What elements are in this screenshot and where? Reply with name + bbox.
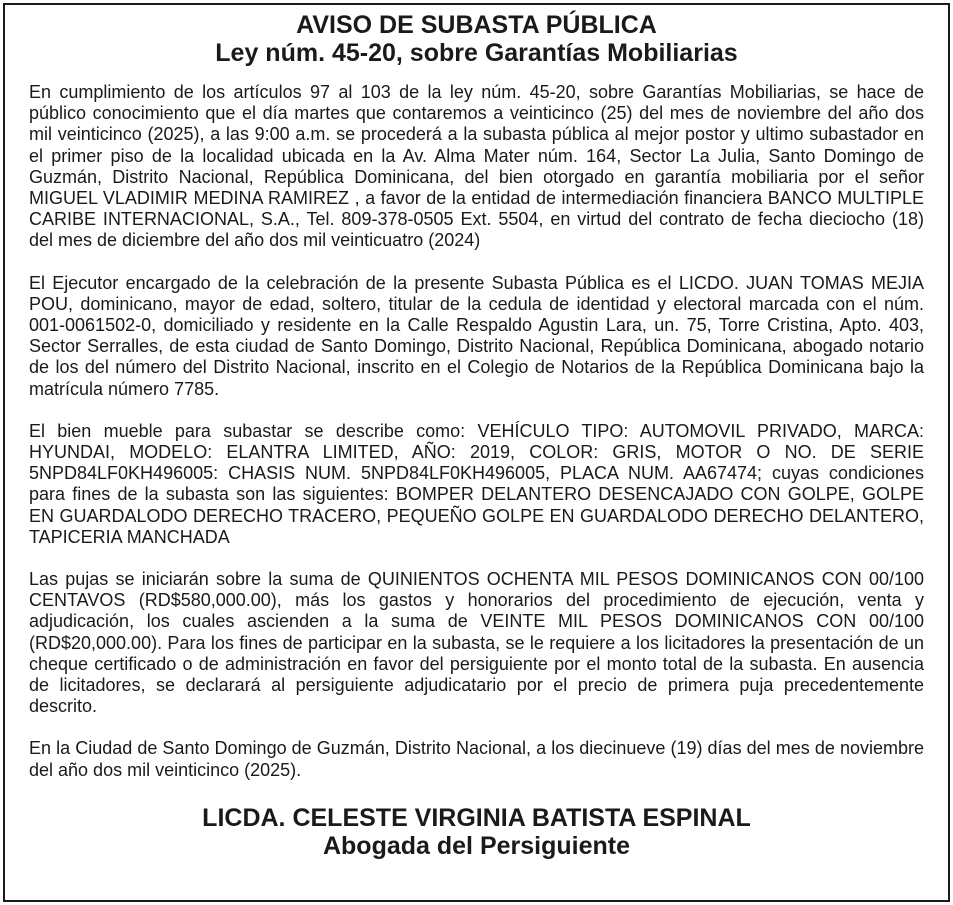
notice-subtitle: Ley núm. 45-20, sobre Garantías Mobiliarias (215, 39, 738, 67)
auction-notice (3, 3, 950, 902)
paragraph-vehicle-description: El bien mueble para subastar se describe como: VEHÍCULO TIPO: AUTOMOVIL PRIVADO, MARCA: HYUNDAI, MODELO: ELANTRA LIMITED, AÑO: 2019, COLOR: GRIS, MOTOR O NO. DE SERIE 5NPD84LF0KH496005: CHASIS NUM. 5NPD84LF0KH496005, PLACA NUM. AA67474; cuyas condiciones para fines de la subasta son las siguientes: BOMPER DELANTERO DESENCAJADO CON GOLPE, GOLPE EN GUARDALODO DERECHO TRACERO, PEQUEÑO GOLPE EN GUARDALODO DERECHO DELANTERO, TAPICERIA MANCHADA (29, 420, 924, 547)
notice-title: AVISO DE SUBASTA PÚBLICA (296, 11, 657, 39)
paragraph-place-date: En la Ciudad de Santo Domingo de Guzmán, Distrito Nacional, a los diecinueve (19) días del mes de noviembre del año dos mil veinticinco (2025). (29, 738, 924, 780)
signature-role: Abogada del Persiguiente (322, 831, 630, 860)
signature-name: LICDA. CELESTE VIRGINIA BATISTA ESPINAL (202, 803, 751, 832)
paragraph-announcement: En cumplimiento de los artículos 97 al 103 de la ley núm. 45-20, sobre Garantías Mobiliarias, se hace de público conocimiento que el día martes que contaremos a veinticinco (25) del mes de noviembre del año dos mil veinticinco (2025), a las 9:00 a.m. se procederá a la subasta pública al mejor postor y ultimo subastador en el primer piso de la localidad ubicada en la Av. Alma Mater núm. 164, Sector La Julia, Santo Domingo de Guzmán, Distrito Nacional, República Dominicana, del bien otorgado en garantía mobiliaria por el señor MIGUEL VLADIMIR MEDINA RAMIREZ , a favor de la entidad de intermediación financiera BANCO MULTIPLE CARIBE INTERNACIONAL, S.A., Tel. 809-378-0505 Ext. 5504, en virtud del contrato de fecha dieciocho (18) del mes de diciembre del año dos mil veinticuatro (2024) (29, 82, 924, 251)
paragraph-executor: El Ejecutor encargado de la celebración de la presente Subasta Pública es el LICDO. JUAN TOMAS MEJIA POU, dominicano, mayor de edad, soltero, titular de la cedula de identidad y electoral marcada con el núm. 001-0061502-0, domiciliado y residente en la Calle Respaldo Agustin Lara, un. 75, Torre Cristina, Apto. 403, Sector Serralles, de esta ciudad de Santo Domingo, Distrito Nacional, República Dominicana, abogado notario de los del número del Distrito Nacional, inscrito en el Colegio de Notarios de la República Dominicana bajo la matrícula número 7785. (29, 272, 924, 399)
paragraph-bidding-terms: Las pujas se iniciarán sobre la suma de QUINIENTOS OCHENTA MIL PESOS DOMINICANOS CON 00/100 CENTAVOS (RD$580,000.00), más los gastos y honorarios del procedimiento de ejecución, venta y adjudicación, los cuales ascienden a la suma de VEINTE MIL PESOS DOMINICANOS CON 00/100 (RD$20,000.00). Para los fines de participar en la subasta, se le requiere a los licitadores la presentación de un cheque certificado o de administración en favor del persiguiente por el monto total de la subasta. En ausencia de licitadores, se declarará al persiguiente adjudicatario por el precio de primera puja precedentemente descrito. (29, 569, 924, 717)
